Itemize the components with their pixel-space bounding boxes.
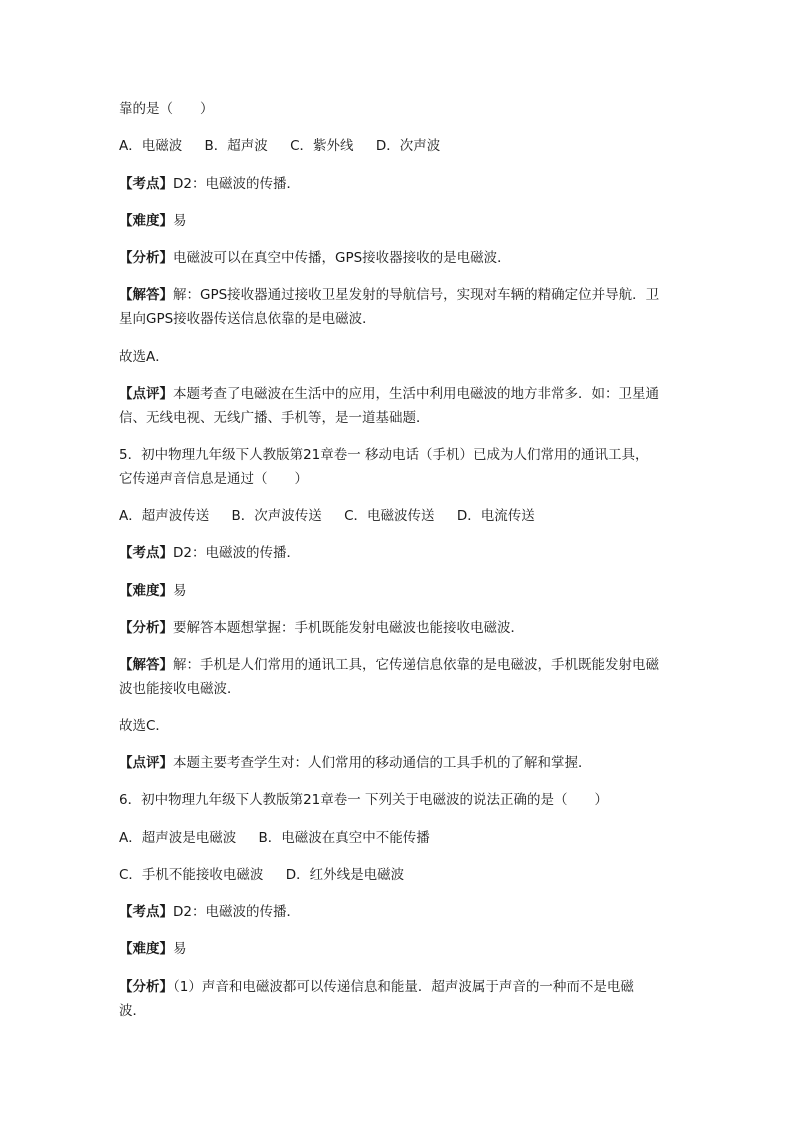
q6-option-b: B．电磁波在真空中不能传播 xyxy=(258,830,430,846)
dianping-tag: 【点评】 xyxy=(119,755,173,771)
q6-option-a: A．超声波是电磁波 xyxy=(119,830,237,846)
q4-fenxi-text: 电磁波可以在真空中传播，GPS接收器接收的是电磁波． xyxy=(173,250,511,266)
q5-stem-line1: 5．初中物理九年级下人教版第21章卷一 移动电话（手机）已成为人们常用的通讯工具， xyxy=(119,447,649,463)
q4-dianping-line2: 信、无线电视、无线广播、手机等，是一道基础题． xyxy=(119,410,430,426)
q4-nandu xyxy=(119,212,679,230)
q6-kaodian-text: D2：电磁波的传播． xyxy=(173,904,300,920)
q4-fenxi xyxy=(119,249,679,267)
q4-jieda-text-1: 解：GPS接收器通过接收卫星发射的导航信号，实现对车辆的精确定位并导航．卫 xyxy=(173,287,660,303)
q6-option-c: C．手机不能接收电磁波 xyxy=(119,867,264,883)
q5-nandu xyxy=(119,582,679,600)
q6-options-row1 xyxy=(119,829,679,847)
q4-answer: 故选A． xyxy=(119,349,169,365)
q5-jieda-line2: 波也能接收电磁波． xyxy=(119,681,241,697)
nandu-tag: 【难度】 xyxy=(119,941,173,957)
nandu-tag: 【难度】 xyxy=(119,213,173,229)
q4-option-a: A．电磁波 xyxy=(119,138,183,154)
dianping-tag: 【点评】 xyxy=(119,386,173,402)
q6-nandu xyxy=(119,940,679,958)
fenxi-tag: 【分析】 xyxy=(119,620,173,636)
q5-kaodian-text: D2：电磁波的传播． xyxy=(173,545,300,561)
q4-jieda-line2: 星向GPS接收器传送信息依靠的是电磁波． xyxy=(119,311,376,327)
q5-fenxi-text: 要解答本题想掌握：手机既能发射电磁波也能接收电磁波． xyxy=(173,620,524,636)
q6-kaodian xyxy=(119,903,679,921)
q4-option-c: C．紫外线 xyxy=(290,138,354,154)
q6-fenxi-line1 xyxy=(119,978,679,996)
q5-stem-line2: 它传递声音信息是通过（ ） xyxy=(119,471,308,487)
q5-jieda-text-1: 解：手机是人们常用的通讯工具，它传递信息依靠的是电磁波，手机既能发射电磁 xyxy=(173,657,659,673)
q6-nandu-text: 易 xyxy=(173,941,187,957)
q4-kaodian-text: D2：电磁波的传播． xyxy=(173,176,300,192)
q5-nandu-text: 易 xyxy=(173,583,187,599)
jieda-tag: 【解答】 xyxy=(119,657,173,673)
q4-options xyxy=(119,137,679,155)
q6-fenxi-text-1: （1）声音和电磁波都可以传递信息和能量．超声波属于声音的一种而不是电磁 xyxy=(173,979,634,995)
q5-options xyxy=(119,507,679,525)
q6-fenxi-line2: 波． xyxy=(119,1003,146,1019)
q5-jieda-line1 xyxy=(119,656,679,674)
q5-option-a: A．超声波传送 xyxy=(119,508,210,524)
kaodian-tag: 【考点】 xyxy=(119,176,173,192)
q5-fenxi xyxy=(119,619,679,637)
q4-kaodian xyxy=(119,175,679,193)
q4-option-d: D．次声波 xyxy=(375,138,441,154)
q5-option-b: B．次声波传送 xyxy=(231,508,322,524)
q5-answer: 故选C． xyxy=(119,718,169,734)
q5-kaodian xyxy=(119,544,679,562)
q6-options-row2 xyxy=(119,866,679,884)
kaodian-tag: 【考点】 xyxy=(119,545,173,561)
nandu-tag: 【难度】 xyxy=(119,583,173,599)
q4-stem-tail: 靠的是（ ） xyxy=(119,101,214,117)
fenxi-tag: 【分析】 xyxy=(119,250,173,266)
q5-option-d: D．电流传送 xyxy=(456,508,535,524)
fenxi-tag: 【分析】 xyxy=(119,979,173,995)
q4-option-b: B．超声波 xyxy=(204,138,268,154)
q5-option-c: C．电磁波传送 xyxy=(344,508,435,524)
jieda-tag: 【解答】 xyxy=(119,287,173,303)
q6-stem: 6．初中物理九年级下人教版第21章卷一 下列关于电磁波的说法正确的是（ ） xyxy=(119,792,609,808)
kaodian-tag: 【考点】 xyxy=(119,904,173,920)
q4-dianping-text-1: 本题考查了电磁波在生活中的应用，生活中利用电磁波的地方非常多．如：卫星通 xyxy=(173,386,659,402)
q6-option-d: D．红外线是电磁波 xyxy=(285,867,405,883)
q5-dianping xyxy=(119,754,679,772)
q4-dianping-line1 xyxy=(119,385,679,403)
q5-dianping-text: 本题主要考查学生对：人们常用的移动通信的工具手机的了解和掌握． xyxy=(173,755,592,771)
q4-nandu-text: 易 xyxy=(173,213,187,229)
q4-jieda-line1 xyxy=(119,286,679,304)
